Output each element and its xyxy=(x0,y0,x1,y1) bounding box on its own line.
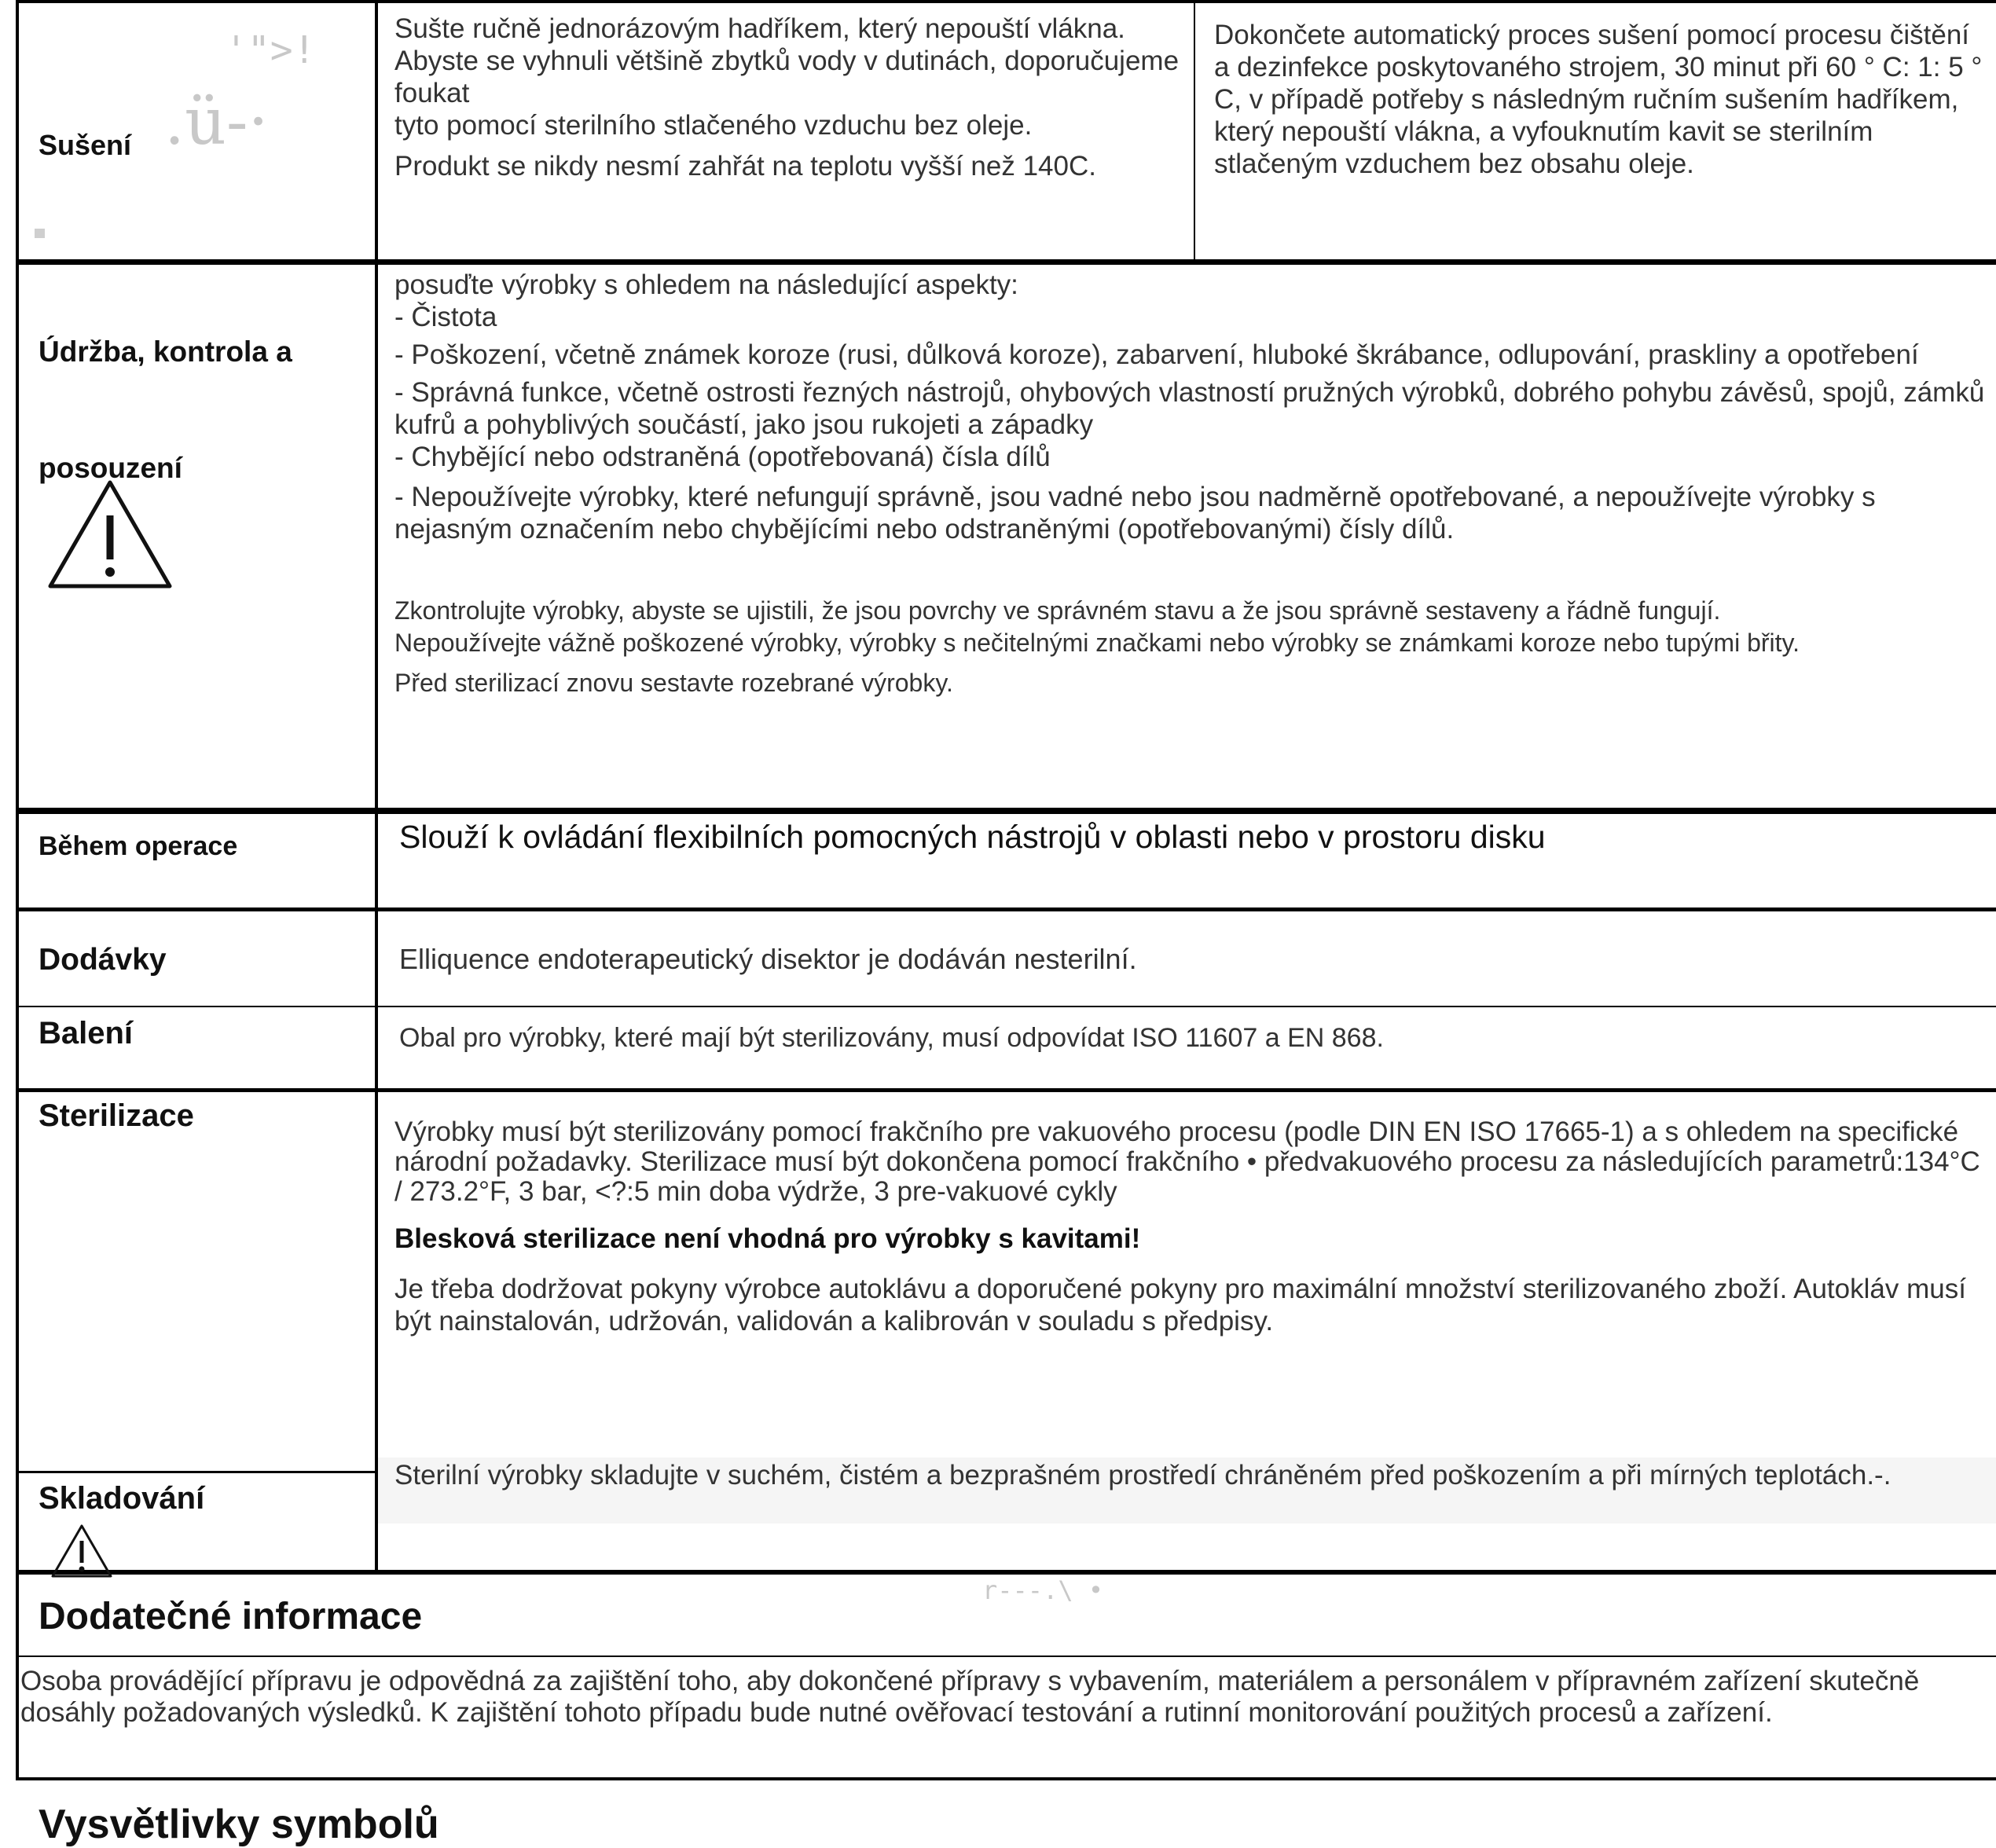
sterilization-content-cell xyxy=(394,1117,1990,1337)
maintenance-label-line2: posouzení xyxy=(39,452,182,484)
storage-label: Skladování xyxy=(39,1481,205,1516)
additional-info-text: Osoba provádějící přípravu je odpovědná za zajištění toho, aby dokončené přípravy s vybavením, materiálem a personálem v přípravném zařízení skutečně dosáhly požadovaných výsledků. K zajištění tohoto případu bude nutné ověřovací testování a rutinní monitorování použitých procesů a zařízení. xyxy=(20,1666,1920,1728)
rule-after-supply xyxy=(16,1006,1996,1007)
maintenance-check-surfaces: Zkontrolujte výrobky, abyste se ujistili, že jsou povrchy ve správném stavu a že jsou správně sestaveny a řádně fungují. xyxy=(394,596,1721,625)
maintenance-item-function: - Správná funkce, včetně ostrosti řezných nástrojů, ohybových vlastností pružných výrobků, dobrého pohybu závěsů, spojů, zámků kufrů a pohyblivých součástí, jako jsou rukojeti a západky xyxy=(394,377,1985,440)
scan-artifact-1: '">! xyxy=(225,28,316,72)
maintenance-label-line1: Údržba, kontrola a xyxy=(39,336,292,368)
scan-artifact-2: .ü-· xyxy=(164,85,269,160)
maintenance-checks xyxy=(394,595,1990,699)
drying-label-cell xyxy=(19,3,375,259)
supply-text: Elliquence endoterapeutický disektor je dodáván nesterilní. xyxy=(399,943,1137,975)
maintenance-item-damage: - Poškození, včetně známek koroze (rusi, důlková koroze), zabarvení, hluboké škrábance, odlupování, praskliny a opotřebení xyxy=(394,339,1919,370)
drying-auto-text: Dokončete automatický proces sušení pomocí procesu čištění a dezinfekce poskytovaného strojem, 30 minut při 60 ° C: 1: 5 ° C, v případě potřeby s následným ručním sušením hadříkem, který nepouští vlákna, a vyfouknutím kavit se sterilním stlačeným vzduchem bez obsahu oleje. xyxy=(1214,20,1983,179)
storage-text: Sterilní výrobky skladujte v suchém, čistém a bezprašném prostředí chráněném před poškozením a při mírných teplotách.-. xyxy=(394,1460,1891,1490)
packaging-text: Obal pro výrobky, které mají být sterilizovány, musí odpovídat ISO 11607 a EN 868. xyxy=(399,1023,1384,1053)
rule-after-drying xyxy=(16,259,1996,265)
maintenance-item-cleanliness: - Čistota xyxy=(394,302,497,332)
rule-after-storage xyxy=(16,1570,1996,1575)
supply-label: Dodávky xyxy=(39,943,167,977)
packaging-label: Balení xyxy=(39,1016,134,1050)
symbols-heading: Vysvětlivky symbolů xyxy=(39,1802,439,1847)
rule-after-operation xyxy=(16,908,1996,911)
rule-label-column xyxy=(375,0,378,1571)
operation-label: Během operace xyxy=(39,831,238,861)
maintenance-content-cell xyxy=(394,269,1990,699)
sterilization-text: Výrobky musí být sterilizovány pomocí frakčního pre vakuového procesu (podle DIN EN ISO 17665-1) a s ohledem na specifické národní požadavky. Sterilizace musí být dokončena pomocí frakčního • předvakuového procesu za následujících parametrů:134°C / 273.2°F, 3 bar, <?:5 min doba výdrže, 3 pre-vakuové cykly xyxy=(394,1116,1980,1207)
rule-after-maintenance xyxy=(16,808,1996,814)
maintenance-check-damaged: Nepoužívejte vážně poškozené výrobky, výrobky s nečitelnými značkami nebo výrobky se známkami koroze nebo tupými břity. xyxy=(394,629,1800,657)
rule-after-packaging xyxy=(16,1088,1996,1092)
maintenance-label-cell xyxy=(19,265,375,808)
warning-triangle-icon xyxy=(47,479,173,589)
rule-drying-split xyxy=(1194,0,1195,261)
rule-after-additional-text xyxy=(16,1777,1996,1780)
drying-manual-note: Produkt se nikdy nesmí zahřát na teplotu vyšší než 140C. xyxy=(394,151,1096,182)
maintenance-intro: posuďte výrobky s ohledem na následující aspekty: xyxy=(394,270,1018,300)
sterilization-label: Sterilizace xyxy=(39,1098,194,1133)
maintenance-check-reassemble: Před sterilizací znovu sestavte rozebrané výrobky. xyxy=(394,669,953,697)
drying-label: Sušení xyxy=(39,129,132,161)
additional-info-heading: Dodatečné informace xyxy=(39,1596,423,1637)
rule-after-additional-heading xyxy=(16,1656,1996,1657)
storage-label-cell xyxy=(19,1473,375,1570)
scan-dot xyxy=(35,229,45,238)
maintenance-item-do-not-use: - Nepoužívejte výrobky, které nefungují správně, jsou vadné nebo jsou nadměrně opotřebované, a nepoužívejte výrobky s nejasným označením nebo chybějícími nebo odstraněnými (opotřebovanými) čísly dílů. xyxy=(394,482,1876,544)
operation-text: Slouží k ovládání flexibilních pomocných nástrojů v oblasti nebo v prostoru disku xyxy=(399,819,1546,855)
sterilization-warning: Blesková sterilizace není vhodná pro výrobky s kavitami! xyxy=(394,1223,1141,1254)
warning-triangle-icon xyxy=(50,1524,113,1578)
maintenance-item-part-numbers: - Chybějící nebo odstraněná (opotřebovaná) čísla dílů xyxy=(394,442,1051,472)
drying-manual-cell xyxy=(394,13,1190,182)
scan-artifact-3: r---.\ • xyxy=(982,1575,1104,1605)
drying-manual-text: Sušte ručně jednorázovým hadříkem, který nepouští vlákna. Abyste se vyhnuli většině zbytků vody v dutinách, doporučujeme foukat tyto pomocí sterilního stlačeného vzduchu bez oleje. xyxy=(394,13,1180,141)
sterilization-note: Je třeba dodržovat pokyny výrobce autoklávu a doporučené pokyny pro maximální množství sterilizovaného zboží. Autokláv musí být nainstalován, udržován, validován a kalibrován v souladu s předpisy. xyxy=(394,1274,1966,1336)
drying-auto-cell xyxy=(1214,19,1988,180)
